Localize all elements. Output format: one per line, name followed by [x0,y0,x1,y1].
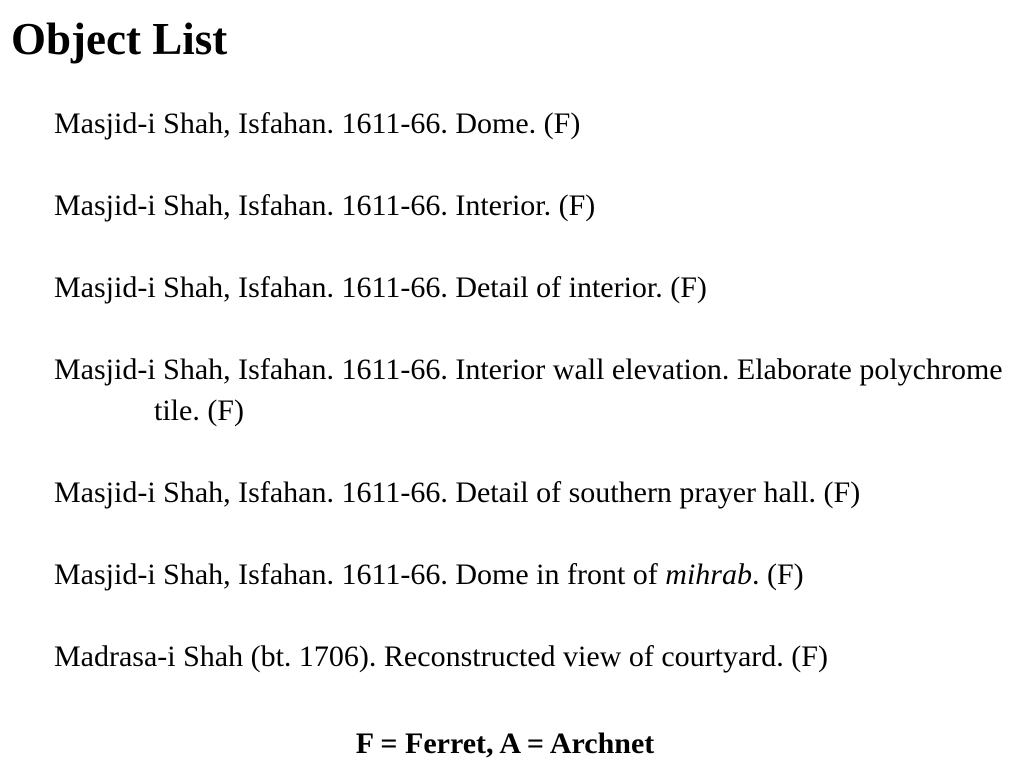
list-item-text-end: . (F) [751,558,804,591]
list-item: Masjid-i Shah, Isfahan. 1611-66. Dome. (F) [54,107,581,140]
list-item-text: Masjid-i Shah, Isfahan. 1611-66. Dome in front of [54,558,666,591]
list-item: Masjid-i Shah, Isfahan. 1611-66. Detail of interior. (F) [54,271,707,304]
list-item [54,554,1004,595]
list-item: Masjid-i Shah, Isfahan. 1611-66. Detail of southern prayer hall. (F) [54,476,861,509]
list-item: Masjid-i Shah, Isfahan. 1611-66. Interior wall elevation. Elaborate polychrome tile. (F) [54,353,1003,427]
list-item-italic-term: mihrab [665,558,752,591]
page-title: Object List [11,14,228,64]
list-item: Masjid-i Shah, Isfahan. 1611-66. Interior. (F) [54,189,596,222]
object-list [54,103,1004,677]
source-legend: F = Ferret, A = Archnet [355,727,655,760]
list-item: Madrasa-i Shah (bt. 1706). Reconstructed view of courtyard. (F) [54,640,828,673]
